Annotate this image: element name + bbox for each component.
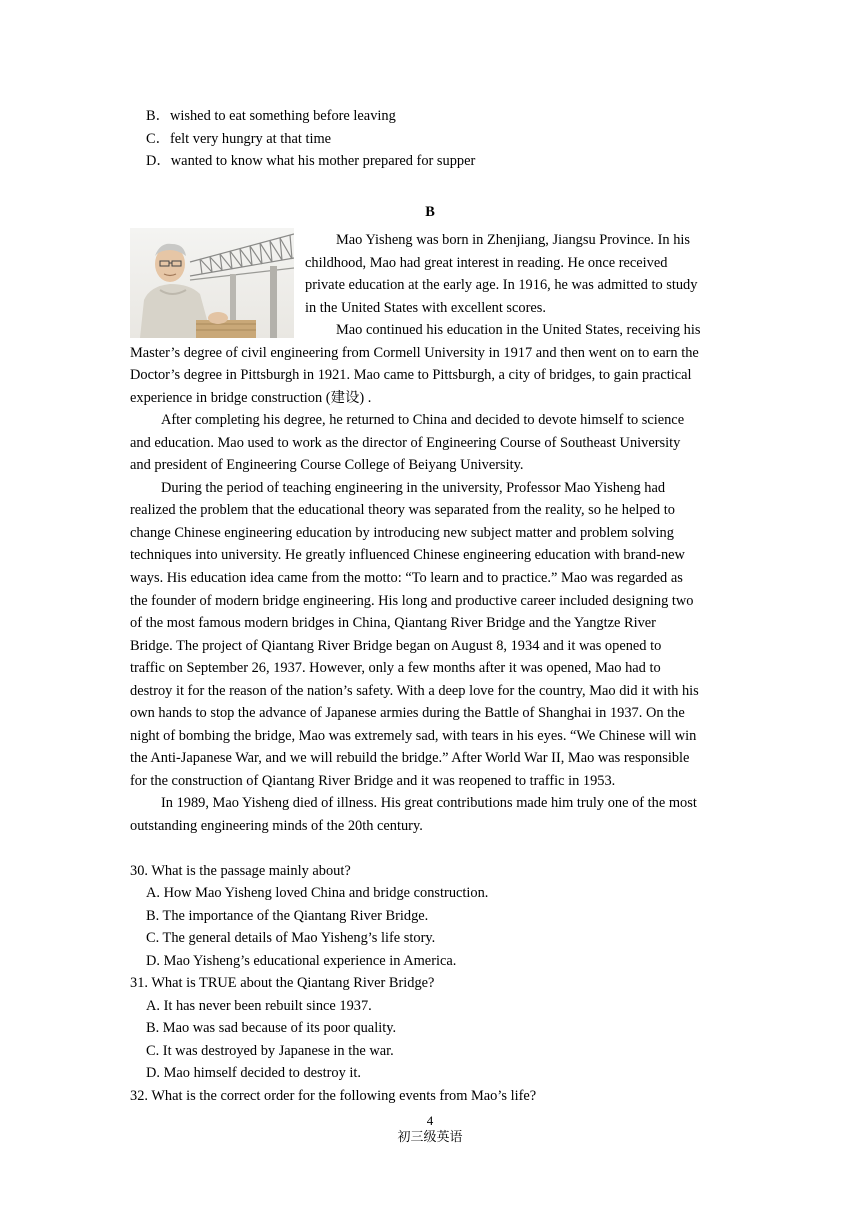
passage-line: for the construction of Qiantang River Bridge and it was reopened to traffic in 1953.	[130, 773, 616, 789]
passage-line: experience in bridge construction (建设) .	[130, 390, 372, 406]
passage-line: Bridge. The project of Qiantang River Bridge began on August 8, 1934 and it was opened to	[130, 638, 662, 654]
passage-line: ways. His education idea came from the motto: “To learn and to practice.” Mao was regarded as	[130, 570, 683, 586]
footer-subject: 初三级英语	[397, 1129, 463, 1144]
passage-line: outstanding engineering minds of the 20th century.	[130, 818, 423, 834]
question-30-option-c: C. The general details of Mao Yisheng’s life story.	[146, 930, 436, 946]
question-31-option-a: A. It has never been rebuilt since 1937.	[146, 998, 372, 1014]
passage-line: destroy it for the reason of the nation’s safety. With a deep love for the country, Mao did it with his	[130, 683, 699, 699]
passage-line: night of bombing the bridge, Mao was extremely sad, with tears in his eyes. “We Chinese will win	[130, 728, 697, 744]
prev-option-d: D．wanted to know what his mother prepared for supper	[146, 153, 476, 169]
mao-yisheng-photo	[130, 228, 294, 338]
passage-line: During the period of teaching engineering in the university, Professor Mao Yisheng had	[161, 480, 666, 496]
passage-line: Doctor’s degree in Pittsburgh in 1921. Mao came to Pittsburgh, a city of bridges, to gain practical	[130, 367, 692, 383]
passage-line: Master’s degree of civil engineering from Cormell University in 1917 and then went on to earn the	[130, 345, 699, 361]
passage-line: in the United States with excellent scores.	[305, 300, 546, 316]
question-31-stem: 31. What is TRUE about the Qiantang River Bridge?	[130, 975, 435, 991]
passage-line: own hands to stop the advance of Japanese armies during the Battle of Shanghai in 1937. On the	[130, 705, 685, 721]
passage-line: After completing his degree, he returned to China and decided to devote himself to science	[161, 412, 685, 428]
passage-line: and education. Mao used to work as the director of Engineering Course of Southeast University	[130, 435, 681, 451]
passage-line: childhood, Mao had great interest in reading. He once received	[305, 255, 668, 271]
prev-option-c: C．felt very hungry at that time	[146, 131, 332, 147]
passage-line: In 1989, Mao Yisheng died of illness. His great contributions made him truly one of the most	[161, 795, 697, 811]
question-31-option-d: D. Mao himself decided to destroy it.	[146, 1065, 362, 1081]
passage-line: traffic on September 26, 1937. However, only a few months after it was opened, Mao had to	[130, 660, 661, 676]
passage-line: Mao Yisheng was born in Zhenjiang, Jiangsu Province. In his	[336, 232, 690, 248]
section-title: B	[425, 204, 435, 220]
passage-line: change Chinese engineering education by introducing new subject matter and problem solving	[130, 525, 674, 541]
page-number: 4	[426, 1113, 434, 1128]
passage-line: Mao continued his education in the United States, receiving his	[336, 322, 701, 338]
passage-line: and president of Engineering Course College of Beiyang University.	[130, 457, 524, 473]
question-30-option-b: B. The importance of the Qiantang River Bridge.	[146, 908, 429, 924]
question-31-option-b: B. Mao was sad because of its poor quality.	[146, 1020, 397, 1036]
passage-line: the Anti-Japanese War, and we will rebuild the bridge.” After World War II, Mao was responsible	[130, 750, 690, 766]
question-30-option-a: A. How Mao Yisheng loved China and bridge construction.	[146, 885, 489, 901]
question-30-stem: 30. What is the passage mainly about?	[130, 863, 351, 879]
passage-line: the founder of modern bridge engineering. His long and productive career included designing two	[130, 593, 694, 609]
question-31-option-c: C. It was destroyed by Japanese in the war.	[146, 1043, 394, 1059]
passage-line: of the most famous modern bridges in China, Qiantang River Bridge and the Yangtze River	[130, 615, 656, 631]
question-32-stem: 32. What is the correct order for the following events from Mao’s life?	[130, 1088, 537, 1104]
passage-line: realized the problem that the educational theory was separated from the reality, so he helped to	[130, 502, 675, 518]
prev-option-b: B．wished to eat something before leaving	[146, 108, 396, 124]
portrait-image	[130, 228, 294, 338]
question-30-option-d: D. Mao Yisheng’s educational experience in America.	[146, 953, 457, 969]
passage-line: private education at the early age. In 1916, he was admitted to study	[305, 277, 698, 293]
passage-line: techniques into university. He greatly influenced Chinese engineering education with brand-new	[130, 547, 685, 563]
